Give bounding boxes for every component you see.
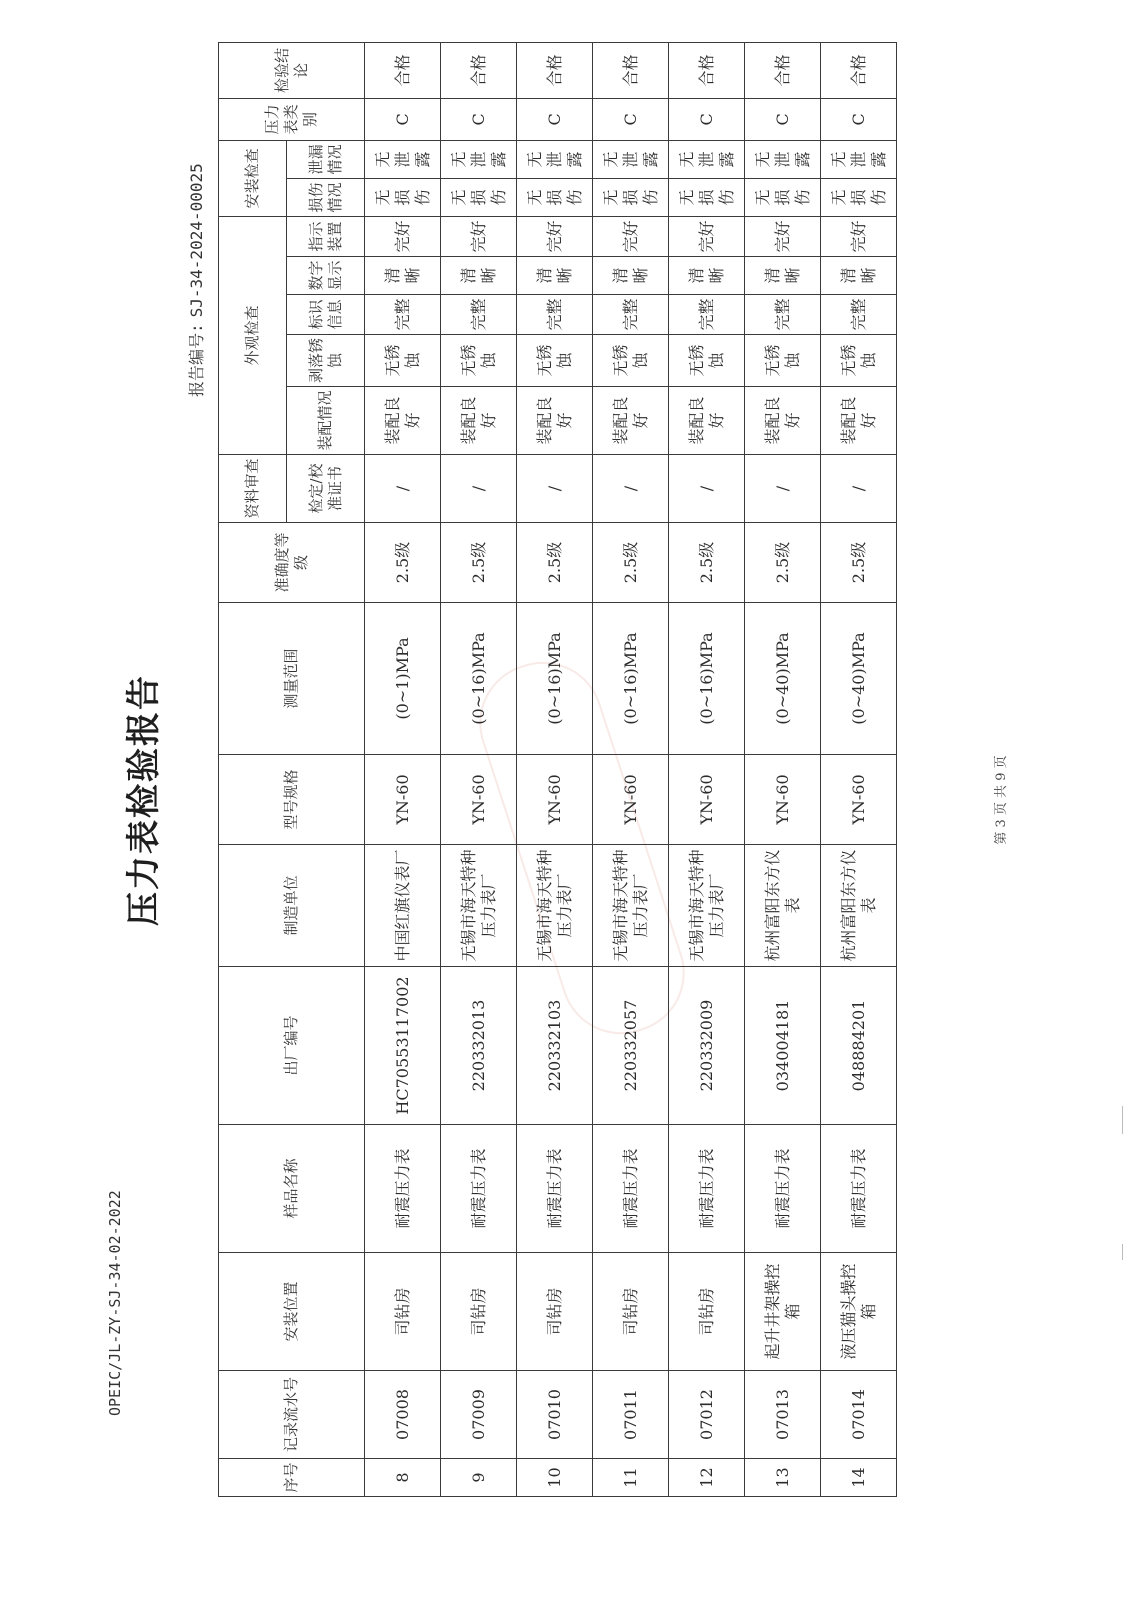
cell-pointer: 完好 [593,216,669,256]
cell-digits: 清晰 [669,257,745,295]
header-category: 压力表类别 [219,98,365,140]
cell-location: 司钻房 [441,1253,517,1371]
cell-model: YN-60 [517,755,593,845]
cell-pointer: 完好 [441,216,517,256]
header-inst-damage: 损伤情况 [287,178,365,216]
cell-serial-no: 220332057 [593,967,669,1125]
cell-location: 起升井架操控箱 [745,1253,821,1371]
document-title: 压力表检验报告 [124,674,164,926]
cell-accuracy: 2.5级 [365,523,441,603]
cell-manufacturer: 无锡市海天特种压力表厂 [593,845,669,967]
cell-leak: 无泄露 [745,140,821,178]
cell-pointer: 完好 [669,216,745,256]
inspection-table [218,42,897,1497]
cell-manufacturer: 杭州富阳东方仪表 [745,845,821,967]
header-install: 安装检查 [219,140,287,216]
cell-category: C [821,98,897,140]
cell-leak: 无泄露 [593,140,669,178]
cell-accuracy: 2.5级 [821,523,897,603]
cell-manufacturer: 无锡市海天特种压力表厂 [517,845,593,967]
cell-manufacturer: 无锡市海天特种压力表厂 [669,845,745,967]
cell-mark: 完整 [745,295,821,335]
header-doc-review: 资料审查 [219,455,287,523]
cell-model: YN-60 [821,755,897,845]
cell-category: C [669,98,745,140]
cell-conclusion: 合格 [745,42,821,98]
cell-record-no: 07010 [517,1371,593,1459]
cell-accuracy: 2.5级 [745,523,821,603]
cell-category: C [517,98,593,140]
cell-conclusion: 合格 [593,42,669,98]
cell-sample-name: 耐震压力表 [669,1125,745,1253]
cell-doc-review: / [365,455,441,523]
header-model: 型号规格 [219,755,365,845]
form-code: OPEIC/JL-ZY-SJ-34-02-2022 [106,1190,124,1416]
cell-manufacturer: 杭州富阳东方仪表 [821,845,897,967]
cell-doc-review: / [669,455,745,523]
cell-doc-review: / [745,455,821,523]
cell-damage: 无损伤 [821,178,897,216]
cell-sample-name: 耐震压力表 [745,1125,821,1253]
cell-mark: 完整 [517,295,593,335]
cell-seq: 12 [669,1459,745,1497]
cell-record-no: 07008 [365,1371,441,1459]
cell-leak: 无泄露 [821,140,897,178]
cell-mark: 完整 [669,295,745,335]
cell-manufacturer: 无锡市海天特种压力表厂 [441,845,517,967]
cell-rust: 无锈蚀 [669,335,745,387]
header-doc-review-sub: 检定/校准证书 [287,455,365,523]
header-app-pointer: 指示装置 [287,216,365,256]
cell-sample-name: 耐震压力表 [517,1125,593,1253]
cell-damage: 无损伤 [517,178,593,216]
cell-model: YN-60 [441,755,517,845]
cell-leak: 无泄露 [517,140,593,178]
cell-serial-no: 048884201 [821,967,897,1125]
cell-model: YN-60 [745,755,821,845]
table-row [593,42,669,1496]
cell-accuracy: 2.5级 [669,523,745,603]
report-number: SJ-34-2024-00025 [187,163,206,318]
cell-damage: 无损伤 [593,178,669,216]
header-inst-leak: 泄漏情况 [287,140,365,178]
cell-damage: 无损伤 [441,178,517,216]
cell-damage: 无损伤 [745,178,821,216]
cell-conclusion: 合格 [669,42,745,98]
cell-assembly: 装配良好 [517,387,593,455]
page-footer: 第 3 页 共 9 页 [994,755,1009,845]
header-app-mark: 标识信息 [287,295,365,335]
header-conclusion: 检验结论 [219,42,365,98]
cell-category: C [441,98,517,140]
cell-location: 司钻房 [593,1253,669,1371]
cell-mark: 完整 [593,295,669,335]
cell-model: YN-60 [365,755,441,845]
cell-assembly: 装配良好 [821,387,897,455]
table-row [517,42,593,1496]
cell-doc-review: / [441,455,517,523]
cell-accuracy: 2.5级 [441,523,517,603]
cell-range: (0~16)MPa [517,603,593,755]
cell-seq: 8 [365,1459,441,1497]
header-location: 安装位置 [219,1253,365,1371]
cell-location: 司钻房 [517,1253,593,1371]
cell-assembly: 装配良好 [365,387,441,455]
cell-leak: 无泄露 [669,140,745,178]
cell-accuracy: 2.5级 [593,523,669,603]
cell-conclusion: 合格 [441,42,517,98]
header-record-no: 记录流水号 [219,1371,365,1459]
cell-digits: 清晰 [745,257,821,295]
cell-seq: 11 [593,1459,669,1497]
cell-serial-no: HC70553117002 [365,967,441,1125]
header-sample-name: 样品名称 [219,1125,365,1253]
cell-pointer: 完好 [365,216,441,256]
header-appearance: 外观检查 [219,216,287,454]
cell-sample-name: 耐震压力表 [441,1125,517,1253]
cell-record-no: 07009 [441,1371,517,1459]
report-number-line [184,163,207,397]
cell-seq: 14 [821,1459,897,1497]
cell-rust: 无锈蚀 [745,335,821,387]
cell-seq: 10 [517,1459,593,1497]
scan-edge-mark [1122,1244,1123,1260]
cell-record-no: 07014 [821,1371,897,1459]
header-app-assembly: 装配情况 [287,387,365,455]
cell-category: C [745,98,821,140]
cell-location: 液压猫头操控箱 [821,1253,897,1371]
cell-range: (0~40)MPa [821,603,897,755]
cell-range: (0~16)MPa [441,603,517,755]
cell-digits: 清晰 [365,257,441,295]
cell-pointer: 完好 [517,216,593,256]
cell-rust: 无锈蚀 [593,335,669,387]
header-row-1 [219,42,287,1496]
cell-leak: 无泄露 [365,140,441,178]
table-row [365,42,441,1496]
cell-range: (0~1)MPa [365,603,441,755]
table-row [441,42,517,1496]
cell-damage: 无损伤 [669,178,745,216]
cell-digits: 清晰 [441,257,517,295]
cell-model: YN-60 [593,755,669,845]
cell-pointer: 完好 [821,216,897,256]
cell-digits: 清晰 [593,257,669,295]
cell-range: (0~40)MPa [745,603,821,755]
cell-range: (0~16)MPa [669,603,745,755]
cell-location: 司钻房 [365,1253,441,1371]
report-number-label: 报告编号: [187,323,206,397]
header-app-digits: 数字显示 [287,257,365,295]
header-manufacturer: 制造单位 [219,845,365,967]
cell-model: YN-60 [669,755,745,845]
cell-rust: 无锈蚀 [441,335,517,387]
cell-conclusion: 合格 [517,42,593,98]
cell-doc-review: / [821,455,897,523]
cell-seq: 13 [745,1459,821,1497]
cell-record-no: 07013 [745,1371,821,1459]
table-row [669,42,745,1496]
scan-edge-mark [1122,1106,1123,1134]
cell-mark: 完整 [441,295,517,335]
cell-sample-name: 耐震压力表 [593,1125,669,1253]
cell-pointer: 完好 [745,216,821,256]
cell-doc-review: / [517,455,593,523]
cell-accuracy: 2.5级 [517,523,593,603]
cell-digits: 清晰 [821,257,897,295]
cell-mark: 完整 [365,295,441,335]
cell-location: 司钻房 [669,1253,745,1371]
table-row [821,42,897,1496]
cell-assembly: 装配良好 [669,387,745,455]
cell-serial-no: 220332009 [669,967,745,1125]
cell-assembly: 装配良好 [745,387,821,455]
header-serial-no: 出厂编号 [219,967,365,1125]
cell-range: (0~16)MPa [593,603,669,755]
cell-conclusion: 合格 [365,42,441,98]
cell-digits: 清晰 [517,257,593,295]
cell-assembly: 装配良好 [593,387,669,455]
cell-category: C [593,98,669,140]
cell-category: C [365,98,441,140]
cell-leak: 无泄露 [441,140,517,178]
table-row [745,42,821,1496]
cell-record-no: 07011 [593,1371,669,1459]
header-app-rust: 剥落锈蚀 [287,335,365,387]
cell-damage: 无损伤 [365,178,441,216]
cell-assembly: 装配良好 [441,387,517,455]
header-seq: 序号 [219,1459,365,1497]
cell-manufacturer: 中国红旗仪表厂 [365,845,441,967]
cell-serial-no: 034004181 [745,967,821,1125]
cell-seq: 9 [441,1459,517,1497]
cell-sample-name: 耐震压力表 [821,1125,897,1253]
cell-record-no: 07012 [669,1371,745,1459]
header-range: 测量范围 [219,603,365,755]
cell-conclusion: 合格 [821,42,897,98]
header-accuracy: 准确度等级 [219,523,365,603]
cell-sample-name: 耐震压力表 [365,1125,441,1253]
cell-serial-no: 220332103 [517,967,593,1125]
cell-rust: 无锈蚀 [517,335,593,387]
cell-rust: 无锈蚀 [365,335,441,387]
cell-mark: 完整 [821,295,897,335]
cell-rust: 无锈蚀 [821,335,897,387]
cell-doc-review: / [593,455,669,523]
cell-serial-no: 220332013 [441,967,517,1125]
